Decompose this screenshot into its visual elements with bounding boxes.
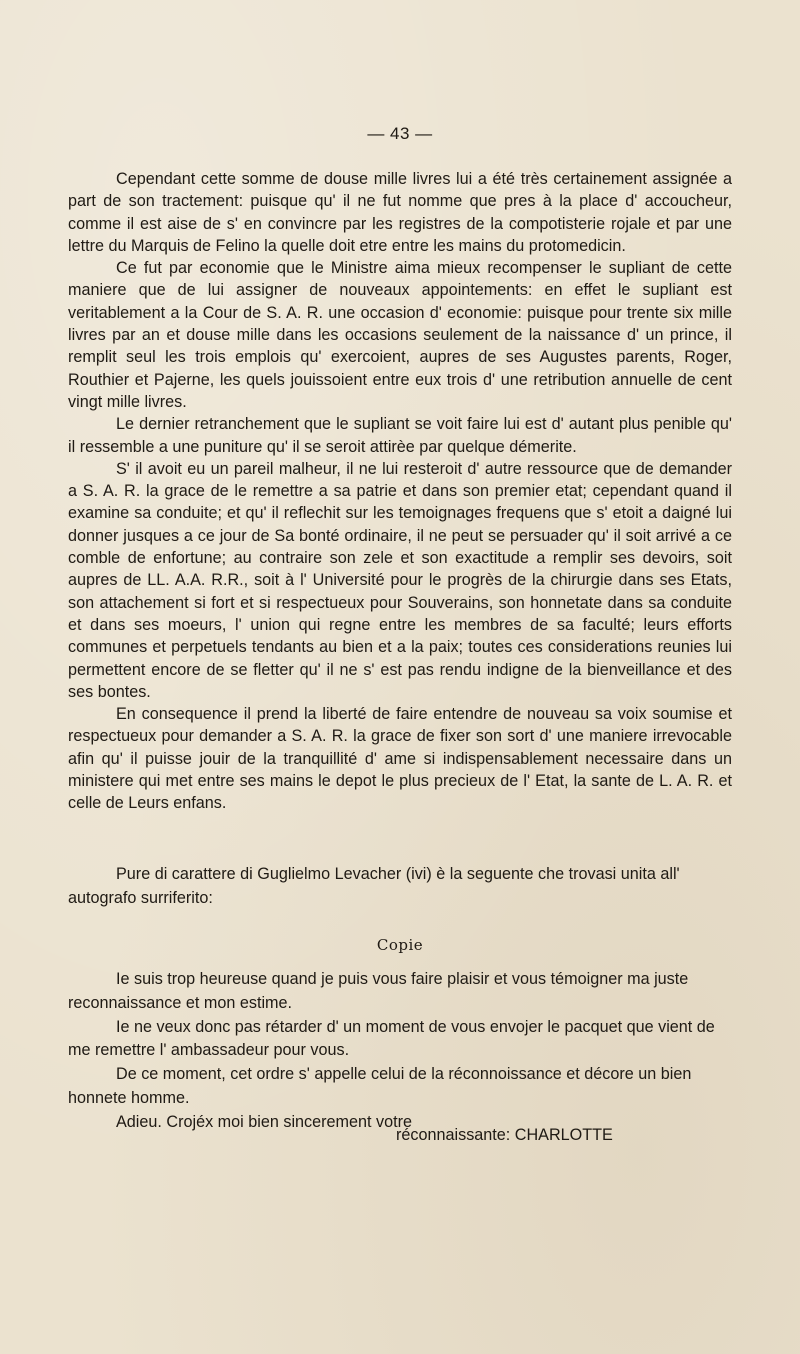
- paragraph-3: Le dernier retranchement que le supliant se voit faire lui est d' autant plus penible qu' il ressemble a une puniture qu' il se seroit attirèe par quelque démerite.: [68, 415, 732, 456]
- copie-heading: Copie: [376, 936, 424, 954]
- letter-text: [68, 968, 732, 1135]
- page-number: — 43 —: [367, 124, 433, 143]
- paragraph-2: Ce fut par economie que le Ministre aima mieux recompenser le supliant de cette maniere que de lui assigner de nouveaux appointements: en effet le supliant est veritablement a la Cour de S. A. R. une occasion d' economie: puisque pour trente six mille livres par an et douse mille dans les occasions seulement de la naissance d' un prince, il remplit seul les trois emplois qu' exercoient, aupres de ses Augustes parents, Roger, Routhier et Pajerne, les quels jouissoient entre eux trois d' une retribution annuelle de cent vingt mille livres.: [68, 259, 732, 411]
- letter-line-3: De ce moment, cet ordre s' appelle celui de la réconnoissance et décore un bien honnete homme.: [68, 1065, 692, 1107]
- letter-line-4: Adieu. Crojéx moi bien sincerement votre: [116, 1112, 413, 1131]
- paragraph-5: En consequence il prend la liberté de faire entendre de nouveau sa voix soumise et respectueux pour demander a S. A. R. la grace de fixer son sort d' une maniere irrevocable afin qu' il puisse jouir de la tranquillité d' ame si indispensablement necessaire dans un ministere qui met entre ses mains le depot le plus precieux de l' Etat, la sante de L. A. R. et celle de Leurs enfans.: [68, 705, 732, 813]
- paragraph-4: S' il avoit eu un pareil malheur, il ne lui resteroit d' autre ressource que de demander a S. A. R. la grace de le remettre a sa patrie et dans son premier etat; cependant quand il examine sa conduite; et qu' il reflechit sur les temoignages frequens que s' etoit a daigné lui donner jusques a ce jour de Sa bonté ordinaire, il ne peut se persuader qu' il soit arrivé a ce comble de enfortune; au contraire son zele et son exactitude a remplir ses devoirs, soit aupres de LL. A.A. R.R., soit à l' Université pour le progrès de la chirurgie dans ses Etats, son attachement si fort et si respectueux pour Souverains, son honnetate dans sa conduite et dans ses moeurs, l' union qui regne entre les membres de sa faculté; leurs efforts communes et perpetuels tendants au bien et a la paix; toutes ces considerations reunies lui permettent encore de se fletter qu' il ne s' est pas rendu indigne de la bienveillance et des ses bontes.: [68, 459, 732, 701]
- signature: réconnaissante: CHARLOTTE: [396, 1126, 613, 1144]
- main-text: [68, 168, 732, 815]
- italian-note: Pure di carattere di Guglielmo Levacher (ivi) è la seguente che trovasi unita all' autografo surriferito:: [68, 865, 680, 907]
- paragraph-1: Cependant cette somme de douse mille livres lui a été très certainement assignée a part de son tractement: puisque qu' il ne fut nomme que pres à la place d' accoucheur, comme il est aise de s' en convincre par les registres de la compotisterie rojale et par une lettre du Marquis de Felino la quelle doit etre entre les mains du protomedicin.: [68, 170, 732, 255]
- letter-line-1: Ie suis trop heureuse quand je puis vous faire plaisir et vous témoigner ma juste reconnaissance et mon estime.: [68, 970, 689, 1012]
- italian-note-block: [68, 862, 732, 910]
- letter-line-2: Ie ne veux donc pas rétarder d' un moment de vous envojer le pacquet que vient de me remettre l' ambassadeur pour vous.: [68, 1017, 715, 1060]
